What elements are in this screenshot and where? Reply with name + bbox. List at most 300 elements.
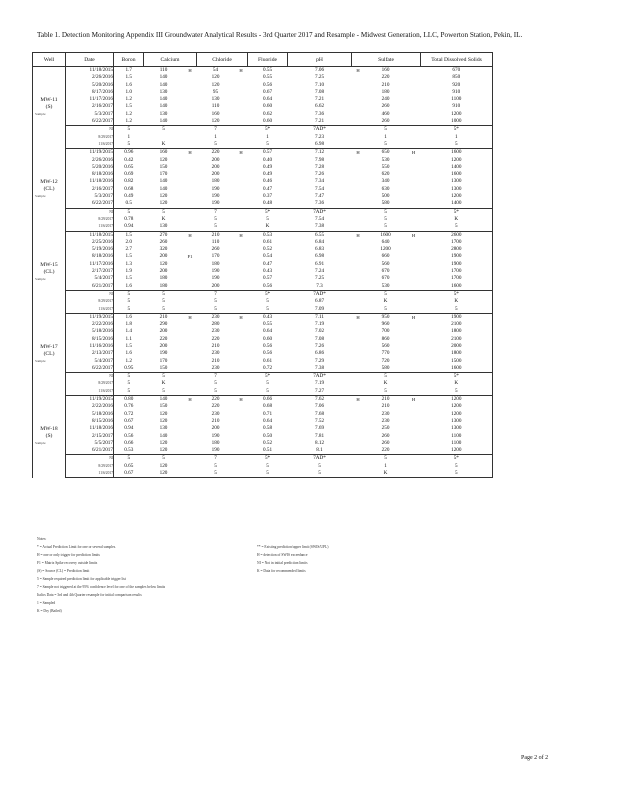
calcium-cell: 120: [159, 200, 168, 207]
sulfate-flag: [352, 193, 365, 200]
chloride-flag: [235, 208, 248, 216]
well-cell: [33, 231, 66, 313]
boron-cell: 1.2: [125, 110, 132, 117]
tds-cell: 5*: [421, 455, 493, 463]
header-fluoride: Fluoride: [248, 53, 288, 67]
ph-cell: 7.24: [314, 268, 325, 275]
date-cell: 11/18/2015: [66, 231, 114, 239]
calcium-flag: H: [188, 68, 192, 73]
table-row: [33, 373, 493, 381]
calcium-cell: 120: [159, 156, 168, 163]
chloride-flag: [235, 455, 248, 463]
chloride-cell: 200: [211, 171, 220, 178]
ph-cell: 7.11: [315, 313, 324, 320]
sulfate-cell: 580: [381, 200, 390, 207]
well-tag: Sample: [35, 112, 46, 117]
tds-cell: 1200: [421, 411, 493, 418]
calcium-flag: [184, 103, 197, 110]
well-cell: [33, 67, 66, 149]
calcium-cell: 5: [162, 298, 165, 305]
boron-cell: 1.2: [125, 96, 132, 103]
date-cell: 2/22/2016: [66, 321, 114, 328]
ph-cell: 7.25: [314, 74, 325, 81]
calcium-flag: [184, 89, 197, 96]
tds-flag: [407, 298, 421, 305]
tds-cell: 1200: [421, 111, 493, 118]
fluoride-cell: 0.71: [262, 410, 273, 417]
date-cell: 5/20/2016: [66, 164, 114, 171]
header-well: Well: [33, 53, 66, 67]
chloride-flag: [235, 89, 248, 96]
tds-cell: 1500: [421, 358, 493, 365]
calcium-cell: 180: [159, 275, 168, 282]
sulfate-cell: 5: [365, 388, 407, 396]
ph-cell: 7.98: [314, 156, 325, 163]
calcium-cell: 5: [144, 290, 184, 298]
ph-cell: 6.98: [288, 141, 352, 149]
calcium-cell: 170: [159, 171, 168, 178]
note-left: 7 = Sample not triggered at the 95% confidence level for one of the samples below limits: [37, 585, 166, 589]
boron-cell: 1.8: [125, 321, 132, 328]
tds-flag: [407, 463, 421, 470]
sulfate-cell: 5: [365, 306, 407, 314]
calcium-flag: [184, 193, 197, 200]
chloride-cell: 190: [211, 268, 220, 275]
chloride-cell: 260: [211, 246, 220, 253]
date-cell: 5/5/2017: [66, 440, 114, 447]
date-cell: 6/22/2017: [66, 200, 114, 208]
chloride-cell: 190: [211, 447, 220, 454]
boron-cell: 5: [114, 306, 144, 314]
chloride-flag: [235, 178, 248, 185]
header-sulfate: Sulfate: [352, 53, 421, 67]
note-left: Notes:: [37, 537, 47, 541]
table-row: [33, 328, 493, 335]
boron-cell: 0.49: [124, 193, 134, 200]
boron-cell: 5: [127, 380, 131, 387]
tds-flag: [407, 358, 421, 365]
chloride-cell: 230: [211, 350, 220, 357]
date-cell: NI: [66, 208, 114, 216]
chloride-cell: 120: [211, 74, 220, 81]
sulfate-flag: [352, 239, 365, 246]
ph-cell: 7.12: [314, 149, 325, 156]
well-id: MW-11: [40, 97, 58, 104]
table-title: Table 1. Detection Monitoring Appendix III Groundwater Analytical Results - 3rd Quarter 2017 and Resample - Midwest Generation, LLC, Powerton Station, Pekin, IL.: [37, 31, 523, 39]
chloride-flag: [235, 186, 248, 193]
sulfate-flag: [352, 463, 365, 470]
table-row: [33, 463, 493, 470]
chloride-flag: [235, 403, 248, 410]
calcium-cell: 270: [159, 231, 168, 238]
ph-cell: 6.86: [314, 350, 325, 357]
fluoride-cell: 0.56: [262, 342, 273, 349]
date-cell: 11/16/2016: [66, 343, 114, 350]
fluoride-cell: 0.67: [262, 88, 273, 95]
table-row: [33, 126, 493, 134]
calcium-cell: 140: [159, 432, 168, 439]
sulfate-cell: 220: [381, 447, 390, 454]
chloride-flag: [235, 200, 248, 208]
tds-flag: [407, 447, 421, 455]
calcium-cell: 210: [159, 313, 168, 320]
sulfate-flag: [352, 403, 365, 410]
calcium-flag: H: [188, 232, 192, 238]
calcium-flag: [184, 455, 197, 463]
fluoride-cell: 0.64: [262, 96, 273, 103]
boron-cell: 0.72: [124, 410, 134, 417]
boron-cell: 0.94: [124, 425, 134, 432]
chloride-flag: [235, 350, 248, 357]
chloride-cell: 95: [212, 88, 219, 95]
calcium-cell: 5: [144, 373, 184, 381]
sulfate-flag: [352, 171, 365, 178]
tds-flag: [407, 89, 421, 96]
boron-cell: 1.5: [125, 74, 132, 81]
calcium-cell: 160: [159, 149, 168, 156]
chloride-cell: 120: [211, 118, 220, 125]
table-row: [33, 380, 493, 387]
fluoride-cell: 5*: [248, 373, 288, 381]
note-row: [37, 543, 457, 551]
table-row: [33, 411, 493, 418]
chloride-cell: 200: [211, 156, 220, 163]
chloride-cell: 190: [211, 432, 220, 439]
ph-cell: 7.47: [314, 193, 325, 200]
calcium-flag: [184, 306, 197, 314]
tds-cell: 5*: [421, 373, 493, 381]
sulfate-cell: 220: [381, 74, 390, 81]
boron-cell: 5: [114, 141, 144, 149]
ph-cell: 7AD*: [288, 373, 352, 381]
chloride-flag: H: [239, 232, 243, 238]
table-row: [33, 253, 493, 260]
note-left: F1 = Matrix Spike recovery outside limits: [37, 561, 98, 565]
ph-cell: 7.54: [314, 185, 325, 192]
table-row: [33, 455, 493, 463]
tds-flag: [407, 306, 421, 314]
calcium-cell: 190: [159, 350, 168, 357]
fluoride-cell: 0.52: [262, 439, 273, 446]
calcium-cell: 140: [159, 81, 168, 88]
boron-cell: 1.0: [125, 88, 132, 95]
ph-cell: 7.68: [314, 410, 325, 417]
ph-cell: 7.36: [314, 110, 325, 117]
calcium-flag: [184, 275, 197, 282]
fluoride-cell: 5: [266, 298, 269, 305]
chloride-cell: 5: [214, 462, 217, 469]
tds-flag: [407, 440, 421, 447]
tds-flag: [407, 418, 421, 425]
calcium-flag: [184, 373, 197, 381]
ph-cell: 7.21: [314, 96, 325, 103]
date-cell: NI: [66, 455, 114, 463]
ph-cell: 7AD*: [288, 208, 352, 216]
tds-cell: 1600: [421, 283, 493, 291]
table-row: [33, 111, 493, 118]
header-chloride: Chloride: [197, 53, 248, 67]
sulfate-cell: 5: [365, 126, 407, 134]
date-cell: 8/15/2016: [66, 336, 114, 343]
chloride-cell: 220: [211, 403, 220, 410]
date-cell: 6/22/2017: [66, 118, 114, 126]
ph-cell: 7.28: [314, 163, 325, 170]
calcium-cell: 120: [159, 447, 168, 454]
chloride-cell: 180: [211, 439, 220, 446]
calcium-cell: 140: [159, 96, 168, 103]
fluoride-cell: 5*: [248, 290, 288, 298]
boron-cell: 0.67: [114, 470, 144, 478]
sulfate-flag: [352, 96, 365, 103]
table-row: [33, 343, 493, 350]
fluoride-cell: 0.43: [262, 313, 273, 320]
tds-flag: [407, 171, 421, 178]
chloride-flag: H: [239, 68, 243, 73]
table-row: [33, 89, 493, 96]
calcium-cell: 200: [159, 328, 168, 335]
date-cell: 5/4/2017: [66, 275, 114, 282]
tds-cell: 1100: [421, 433, 493, 440]
fluoride-cell: 0.40: [262, 156, 273, 163]
sulfate-cell: 670: [381, 275, 390, 282]
sulfate-flag: [352, 223, 365, 231]
chloride-cell: 210: [211, 357, 220, 364]
ph-cell: 7.62: [314, 396, 325, 403]
table-row: [33, 403, 493, 410]
sulfate-cell: 1: [384, 133, 387, 140]
tds-flag: [407, 193, 421, 200]
note-row: [37, 551, 457, 559]
tds-cell: 1300: [421, 186, 493, 193]
calcium-cell: 5: [144, 208, 184, 216]
sulfate-cell: 770: [381, 350, 390, 357]
chloride-flag: [235, 82, 248, 89]
table-row: [33, 268, 493, 275]
note-left: Italics Data = 3rd and 4th Quarter resample for initial comparison results: [37, 593, 142, 597]
chloride-cell: 220: [211, 149, 220, 156]
tds-flag: [407, 178, 421, 185]
date-cell: 8/29/2017: [66, 298, 114, 305]
chloride-flag: [235, 193, 248, 200]
sulfate-cell: 460: [381, 110, 390, 117]
table-row: [33, 178, 493, 185]
tds-cell: 1600: [421, 171, 493, 178]
tds-cell: 1200: [421, 193, 493, 200]
note-row: [37, 583, 457, 591]
tds-cell: 2100: [421, 336, 493, 343]
tds-cell: 1600: [421, 149, 493, 157]
note-row: [37, 559, 457, 567]
chloride-flag: [235, 463, 248, 470]
note-right: ** = Existing prediction/upper limit (SWIS/UPL): [257, 545, 329, 549]
chloride-flag: H: [239, 397, 243, 403]
date-cell: 11/17/2016: [66, 261, 114, 268]
boron-cell: 0.42: [124, 156, 134, 163]
chloride-flag: [235, 380, 248, 387]
ph-cell: 7.69: [314, 425, 325, 432]
sulfate-cell: 580: [381, 364, 390, 371]
boron-cell: 5: [127, 298, 131, 305]
calcium-flag: [184, 470, 197, 478]
ph-cell: 7.27: [288, 388, 352, 396]
ph-cell: 7.38: [288, 223, 352, 231]
date-cell: 2/26/2016: [66, 74, 114, 81]
chloride-flag: [235, 365, 248, 373]
boron-cell: 0.95: [124, 364, 134, 371]
chloride-flag: [235, 268, 248, 275]
chloride-flag: [235, 126, 248, 134]
calcium-flag: [184, 440, 197, 447]
calcium-flag: [184, 157, 197, 164]
sulfate-cell: 720: [381, 357, 390, 364]
calcium-cell: 130: [159, 88, 168, 95]
tds-flag: [407, 290, 421, 298]
boron-cell: 1.6: [125, 282, 132, 289]
boron-cell: 1.3: [125, 260, 132, 267]
table-row: [33, 200, 493, 208]
boron-cell: 1.6: [125, 81, 132, 88]
sulfate-cell: 210: [381, 403, 390, 410]
fluoride-cell: 5: [248, 388, 288, 396]
tds-cell: 1100: [421, 96, 493, 103]
table-row: [33, 246, 493, 253]
ph-cell: 7.29: [314, 357, 325, 364]
date-cell: 11/19/2015: [66, 149, 114, 157]
well-tag: Sample: [35, 358, 46, 363]
tds-flag: [407, 328, 421, 335]
sulfate-cell: 210: [381, 81, 390, 88]
tds-flag: [407, 74, 421, 81]
table-row: [33, 171, 493, 178]
table-row: [33, 134, 493, 141]
ph-cell: 7.26: [314, 342, 325, 349]
note-right: K = Data for recommended limits: [257, 569, 306, 573]
ph-cell: 5: [288, 470, 352, 478]
calcium-flag: [184, 425, 197, 432]
tds-flag: [407, 470, 421, 478]
calcium-cell: K: [144, 141, 184, 149]
sulfate-cell: 530: [381, 156, 390, 163]
fluoride-cell: 0.61: [262, 238, 273, 245]
boron-cell: 1.5: [125, 103, 132, 110]
sulfate-cell: 250: [381, 425, 390, 432]
fluoride-cell: 0.62: [262, 110, 273, 117]
calcium-flag: [184, 74, 197, 81]
ph-cell: 6.83: [314, 246, 325, 253]
ph-cell: 6.91: [314, 260, 325, 267]
table-row: [33, 418, 493, 425]
calcium-cell: K: [161, 380, 166, 387]
date-cell: 2/26/2016: [66, 157, 114, 164]
chloride-cell: 54: [212, 67, 219, 73]
fluoride-cell: 0.53: [262, 231, 273, 238]
table-row: [33, 157, 493, 164]
fluoride-cell: 0.57: [262, 149, 273, 156]
table-row: [33, 425, 493, 432]
table-row: [33, 306, 493, 314]
calcium-cell: 5: [144, 388, 184, 396]
tds-flag: [407, 275, 421, 282]
table-row: [33, 336, 493, 343]
note-row: [37, 567, 457, 575]
calcium-flag: [184, 350, 197, 357]
tds-flag: [407, 403, 421, 410]
sulfate-flag: [352, 134, 365, 141]
sulfate-cell: 670: [381, 268, 390, 275]
sulfate-cell: 1200: [380, 246, 391, 253]
sulfate-cell: 500: [381, 193, 390, 200]
ph-cell: 8.12: [314, 439, 325, 446]
chloride-flag: [235, 171, 248, 178]
sulfate-flag: [352, 126, 365, 134]
note-row: [37, 599, 457, 607]
fluoride-cell: 0.60: [262, 103, 273, 110]
sulfate-flag: [352, 283, 365, 291]
fluoride-cell: 0.49: [262, 171, 273, 178]
sulfate-flag: [352, 388, 365, 396]
boron-cell: 0.78: [124, 215, 134, 222]
boron-cell: 0.94: [114, 223, 144, 231]
chloride-flag: [235, 328, 248, 335]
calcium-flag: [184, 328, 197, 335]
date-cell: 5/18/2016: [66, 411, 114, 418]
chloride-cell: 180: [211, 260, 220, 267]
ph-cell: 7.06: [314, 67, 325, 73]
sulfate-cell: 640: [381, 238, 390, 245]
sulfate-flag: [352, 200, 365, 208]
ph-cell: 7.09: [288, 306, 352, 314]
date-cell: 2/17/2017: [66, 268, 114, 275]
date-cell: 11/18/2015: [66, 67, 114, 75]
table-notes: [37, 535, 457, 615]
sulfate-cell: 160: [381, 67, 390, 73]
chloride-cell: 180: [211, 178, 220, 185]
tds-cell: 920: [421, 82, 493, 89]
sulfate-flag: [352, 74, 365, 81]
sulfate-cell: 5: [365, 373, 407, 381]
calcium-cell: 200: [159, 342, 168, 349]
calcium-flag: [184, 433, 197, 440]
calcium-flag: [184, 171, 197, 178]
ph-cell: 6.62: [314, 103, 325, 110]
date-cell: 8/15/2016: [66, 418, 114, 425]
chloride-flag: [235, 157, 248, 164]
date-cell: 11/18/2016: [66, 178, 114, 185]
fluoride-cell: 5*: [248, 126, 288, 134]
table-row: [33, 216, 493, 223]
calcium-flag: [184, 96, 197, 103]
calcium-cell: 120: [159, 193, 168, 200]
fluoride-cell: 0.68: [262, 403, 273, 410]
ph-cell: 7.54: [314, 215, 325, 222]
sulfate-cell: 230: [381, 410, 390, 417]
date-cell: 2/16/2017: [66, 186, 114, 193]
sulfate-cell: 5: [365, 455, 407, 463]
table-row: [33, 358, 493, 365]
boron-cell: 1.7: [125, 67, 132, 73]
chloride-cell: 7: [197, 126, 235, 134]
ph-cell: 7.52: [314, 417, 325, 424]
chloride-cell: 210: [211, 342, 220, 349]
chloride-flag: [235, 253, 248, 260]
sulfate-flag: [352, 141, 365, 149]
header-row: [33, 53, 493, 67]
table-row: [33, 440, 493, 447]
header-calcium: Calcium: [144, 53, 197, 67]
date-cell: NI: [66, 373, 114, 381]
calcium-flag: [184, 403, 197, 410]
date-cell: 6/21/2017: [66, 447, 114, 455]
